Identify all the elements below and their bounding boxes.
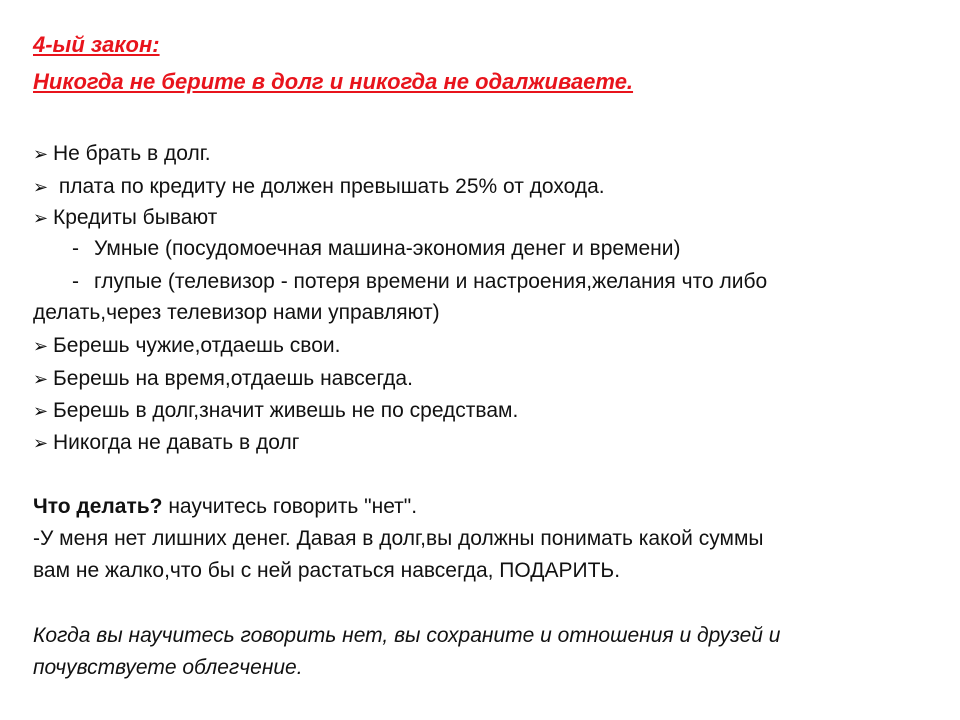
law-statement-title: Никогда не берите в долг и никогда не одалживаете. [33,69,634,94]
sub-item-stupid [72,267,767,297]
bullet-item-3-text: Кредиты бывают [53,206,218,229]
sub-item-smart-text: Умные (посудомоечная машина-экономия денег и времени) [94,237,681,260]
checkmark-arrow-icon: ➢ [33,336,49,356]
bullet-item-4-text: Берешь чужие,отдаешь свои. [53,334,341,357]
sub-item-dash: - [72,270,79,293]
bullet-item-6-text: Берешь в долг,значит живешь не по средствам. [53,399,519,422]
bullet-item-1 [33,139,211,169]
bullet-item-4 [33,331,340,361]
sub-item-stupid-continuation: делать,через телевизор нами управляют) [33,301,440,324]
conclusion-line-1: Когда вы научитесь говорить нет, вы сохраните и отношения и друзей и [33,624,781,647]
checkmark-arrow-icon: ➢ [33,433,49,453]
bullet-item-7 [33,428,299,458]
bullet-item-5 [33,364,413,394]
advice-answer: научитесь говорить "нет". [162,495,418,518]
advice-question-line [33,492,417,522]
sub-item-smart [72,234,681,264]
conclusion-line-2: почувствуете облегчение. [33,656,303,679]
advice-line-3: вам не жалко,что бы с ней растаться навсегда, ПОДАРИТЬ. [33,559,621,582]
bullet-item-1-text: Не брать в долг. [53,142,211,165]
bullet-item-2-text: плата по кредиту не должен превышать 25% от дохода. [53,175,605,198]
bullet-item-5-text: Берешь на время,отдаешь навсегда. [53,367,413,390]
sub-item-stupid-text: глупые (телевизор - потеря времени и настроения,желания что либо [94,270,768,293]
bullet-item-6 [33,396,518,426]
law-number-title: 4-ый закон: [33,32,160,57]
checkmark-arrow-icon: ➢ [33,177,49,197]
sub-item-dash: - [72,237,79,260]
bullet-item-7-text: Никогда не давать в долг [53,431,300,454]
advice-question: Что делать? [33,495,163,518]
advice-line-2: -У меня нет лишних денег. Давая в долг,вы должны понимать какой суммы [33,527,764,550]
checkmark-arrow-icon: ➢ [33,369,49,389]
bullet-item-2 [33,172,605,202]
checkmark-arrow-icon: ➢ [33,144,49,164]
bullet-item-3 [33,203,217,233]
checkmark-arrow-icon: ➢ [33,401,49,421]
checkmark-arrow-icon: ➢ [33,208,49,228]
